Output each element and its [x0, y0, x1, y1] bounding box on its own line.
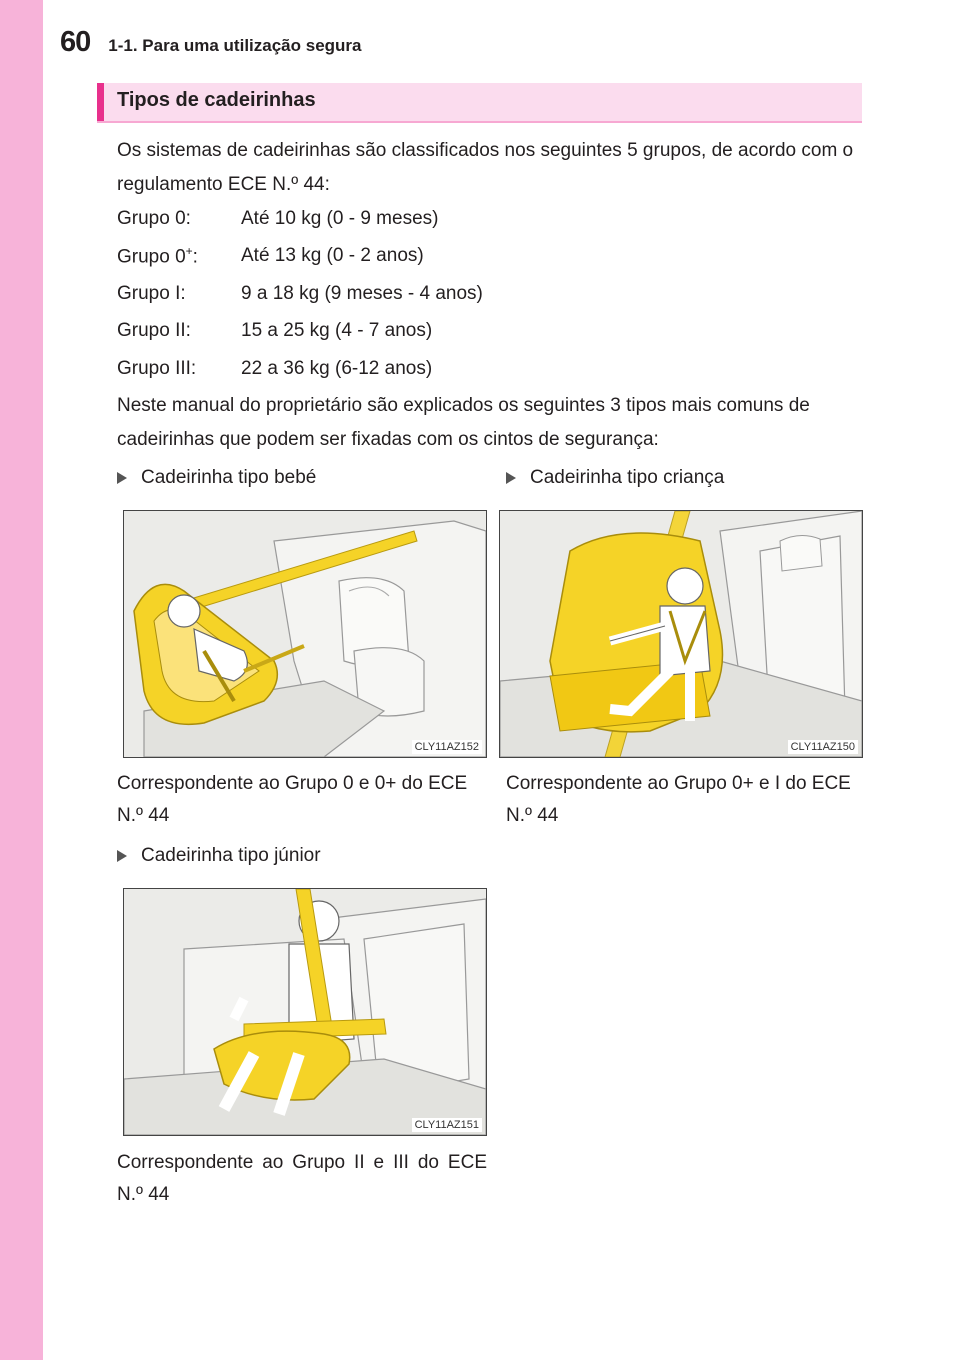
group-row — [117, 238, 483, 276]
group-desc: Até 10 kg (0 - 9 meses) — [241, 207, 439, 229]
seat-heading-infant: Cadeirinha tipo bebé — [117, 467, 316, 489]
group-label: Grupo III: — [117, 357, 197, 379]
section-title-bar — [97, 83, 862, 123]
seat-caption-junior: Correspondente ao Grupo II e III do ECE N.º 44 — [117, 1152, 487, 1205]
infant-seat-illustration — [123, 510, 487, 758]
figure-code: CLY11AZ150 — [788, 740, 858, 754]
triangle-bullet-icon — [117, 472, 127, 484]
seat-heading-child: Cadeirinha tipo criança — [506, 467, 724, 489]
seat-caption-child: Correspondente ao Grupo 0+ e I do ECE N.º 44 — [506, 773, 851, 826]
group-desc: 15 a 25 kg (4 - 7 anos) — [241, 320, 433, 342]
figure-code: CLY11AZ152 — [412, 740, 482, 754]
seat-caption-infant: Correspondente ao Grupo 0 e 0+ do ECE N.º 44 — [117, 773, 468, 826]
group-label: Grupo 0+: — [117, 244, 198, 268]
group-desc: Até 13 kg (0 - 2 anos) — [241, 245, 424, 267]
group-label: Grupo II: — [117, 320, 191, 342]
group-label: Grupo 0: — [117, 207, 191, 229]
group-desc: 9 a 18 kg (9 meses - 4 anos) — [241, 282, 483, 304]
seat-heading-junior: Cadeirinha tipo júnior — [117, 845, 321, 867]
section-title: Tipos de cadeirinhas — [117, 89, 316, 111]
group-label: Grupo I: — [117, 282, 186, 304]
figure-code: CLY11AZ151 — [412, 1118, 482, 1132]
side-color-band — [0, 0, 43, 1360]
group-row — [117, 275, 483, 313]
group-row — [117, 200, 483, 238]
outro-paragraph: Neste manual do proprietário são explicados os seguintes 3 tipos mais comuns de cadeirinhas que podem ser fixadas com os cintos de segurança: — [117, 395, 810, 450]
junior-seat-illustration — [123, 888, 487, 1136]
title-accent — [97, 83, 104, 121]
intro-paragraph: Os sistemas de cadeirinhas são classificados nos seguintes 5 grupos, de acordo com o regulamento ECE N.º 44: — [117, 140, 854, 195]
page-number: 60 — [60, 26, 91, 58]
group-desc: 22 a 36 kg (6-12 anos) — [241, 357, 433, 379]
section-path: 1-1. Para uma utilização segura — [108, 36, 362, 55]
page-header — [60, 26, 361, 66]
triangle-bullet-icon — [117, 850, 127, 862]
triangle-bullet-icon — [506, 472, 516, 484]
child-seat-illustration — [499, 510, 863, 758]
group-row — [117, 350, 483, 388]
group-list — [117, 200, 483, 388]
group-row — [117, 313, 483, 351]
